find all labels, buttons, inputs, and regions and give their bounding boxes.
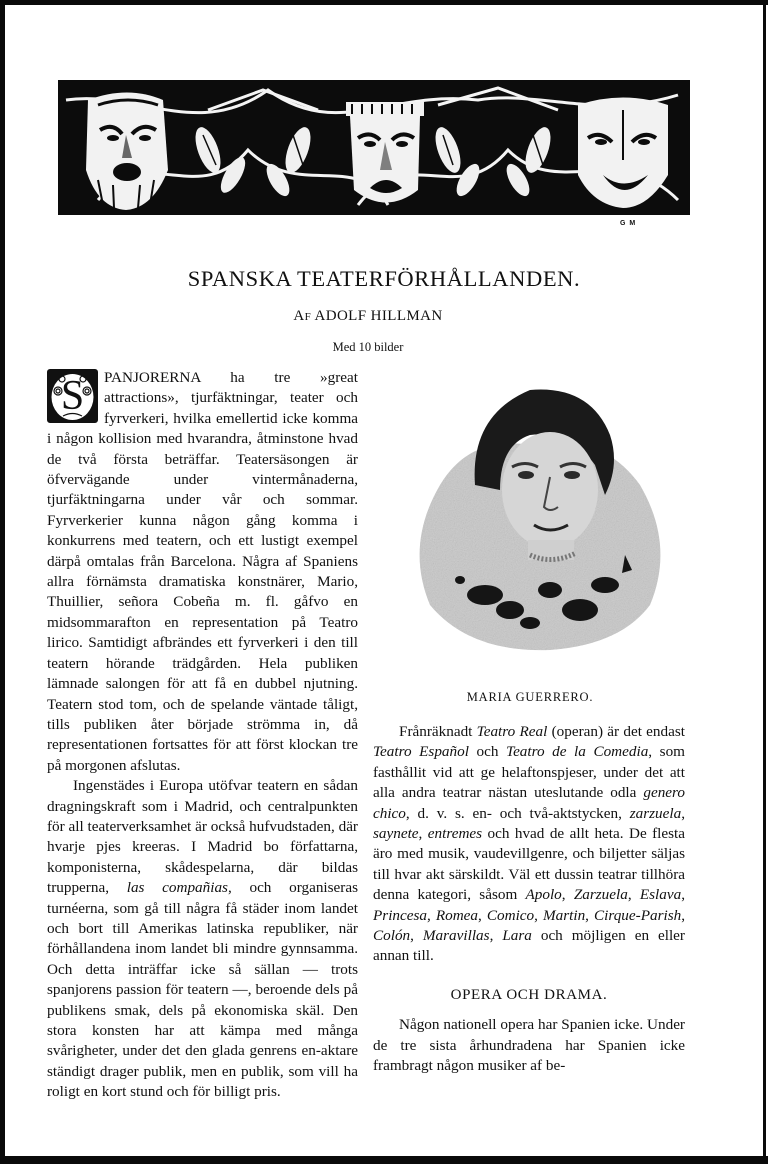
text-run: ,: [410, 927, 423, 945]
scan-border-top: [0, 0, 768, 5]
paragraph-opera: Någon nationell opera har Spanien icke. Under de tre sista århundradena har Spanien icke frambragt någon musiker af be-: [373, 1016, 685, 1075]
text-run: ,: [489, 927, 503, 945]
section-heading-opera: OPERA OCH DRAMA.: [450, 986, 608, 1003]
italic-term: Teatro de la Comedia: [506, 743, 649, 761]
text-run: ,: [681, 886, 685, 904]
text-run: ,: [561, 886, 574, 904]
italic-term: Romea: [435, 906, 479, 924]
portrait-woman-icon: [400, 375, 690, 675]
italic-term: genero chico: [373, 784, 685, 822]
text-run: ,: [427, 906, 436, 924]
italic-term: entremes: [427, 825, 483, 843]
paragraph-madrid-text-a: Ingenstädes i Europa utöfvar teatern en sådan dragningskraft som i Madrid, och centralpunkten för all teaterverksamhet är också hufvudstaden, där hvarje pjes kreeras. I Madrid bo författarna, komponisterna, skådespelarna, där bildas trupperna,: [47, 777, 358, 897]
text-run: , som fasthållit vid att ge helaftonspjeser, under det att alla andra teatrar nästan uteslutande odla: [373, 743, 685, 802]
scan-border-bottom: [0, 1156, 768, 1164]
article-title: SPANSKA TEATERFÖRHÅLLANDEN.: [187, 266, 581, 291]
scan-border-left: [0, 0, 5, 1164]
text-run: ,: [681, 906, 685, 924]
italic-term: Zarzuela: [573, 886, 628, 904]
author-name: ADOLF HILLMAN: [314, 308, 443, 324]
italic-term: Teatro Real: [476, 723, 548, 740]
right-text-column: [373, 722, 685, 1077]
text-run: och hvad de allt heta. De flesta äro med musik, vaudevillgenre, och biljetter säljas till hvar akt särskildt. Väl ett dussin teatrar tillhöra denna kategori, såsom: [373, 825, 686, 904]
portrait-caption: MARIA GUERRERO.: [466, 690, 594, 704]
text-run: Frånräknadt: [399, 723, 477, 740]
text-run: (operan) är det endast: [547, 723, 685, 740]
drop-cap: [47, 369, 98, 423]
italic-term: Teatro Español: [373, 743, 469, 761]
paragraph-theatres: [373, 722, 685, 967]
paragraph-madrid: [47, 776, 358, 1103]
text-run: , d. v. s. en- och två-aktstycken,: [405, 804, 630, 822]
paragraph-intro-text: PANJORERNA ha tre »great attractions», tjurfäktningar, teater och fyrverkeri, hvilka emellertid icke komma i någon kollision med hvarandra, åtminstone hvad de två första beträffar. Teatersäsongen är öfvervägande under vintermånaderna, tjurfäktningarna under vår och sommar. Fyrverkerier kunna någon gång komma i konkurrens med teatern, och ett lustigt exempel därpå omtalas från Barcelona. Några af Spaniens allra förnämsta dramatiska konstnärer, Mario, Thuillier, señora Cobeña m. fl. gåfvo en midsommarafton en representation på Teatro lirico. Samtidigt afbrändes ett fyrverkeri i den till teatern hörande trädgården. Hela publiken lämnade salongen för att få en dubbel njutning. Teatern stod tom, och de spelande väntade tåligt, tills publiken åter började strömma in, då representationen fortsattes för att först klockan tre på morgonen afslutas.: [47, 369, 358, 774]
article-subtitle: Med 10 bilder: [332, 340, 404, 354]
italic-term: Lara: [502, 927, 532, 945]
italic-term: Martin: [542, 906, 586, 924]
byline: [0, 308, 736, 325]
text-run: och möjligen en eller annan till.: [373, 927, 685, 965]
text-run: ,: [681, 804, 685, 822]
text-run: och: [468, 743, 507, 761]
italic-term: Colón: [373, 927, 411, 945]
text-run: ,: [585, 906, 595, 924]
drop-cap-letter: S: [60, 373, 85, 419]
decorative-mask-banner: [58, 80, 690, 215]
italic-term: Cirque-Parish: [594, 906, 682, 924]
theatre-masks-illustration-icon: [58, 80, 690, 215]
italic-term: Princesa: [373, 906, 427, 924]
text-run: ,: [418, 825, 428, 843]
text-run: ,: [627, 886, 640, 904]
scan-border-right: [763, 0, 766, 1164]
italic-term: Eslava: [639, 886, 682, 904]
italic-term: Comico: [486, 906, 535, 924]
byline-prefix-small: F: [304, 311, 312, 323]
italic-term-las-companias: las compañias: [126, 879, 228, 897]
italic-term: Apolo: [525, 886, 562, 904]
portrait-photo: [400, 375, 690, 675]
illustrator-signature: G M: [620, 220, 637, 227]
text-run: ,: [478, 906, 487, 924]
text-run: ,: [534, 906, 543, 924]
left-text-column: [47, 368, 358, 1103]
italic-term: saynete: [373, 825, 419, 843]
italic-term: zarzuela: [629, 804, 682, 822]
paragraph-madrid-text-b: , och organiseras turnéerna, som gå till några få städer inom landet och bort till Amerikas latinska republiker, när förhållandena inom landet bli mindre gynnsamma. Och detta inträffar icke så sällan — trots spanjorens passion för teatern —, beroende dels på publikens smak, dels på ekonomiska skäl. Den stora konsten har att kämpa med många svårigheter, under det den glada genrens en-aktare ständigt drager publik, men en publik, som vill ha roligt en kort stund och för billigt pris.: [47, 879, 359, 1101]
paragraph-intro: [47, 368, 358, 776]
byline-prefix-large: A: [293, 308, 305, 324]
italic-term: Maravillas: [422, 927, 490, 945]
